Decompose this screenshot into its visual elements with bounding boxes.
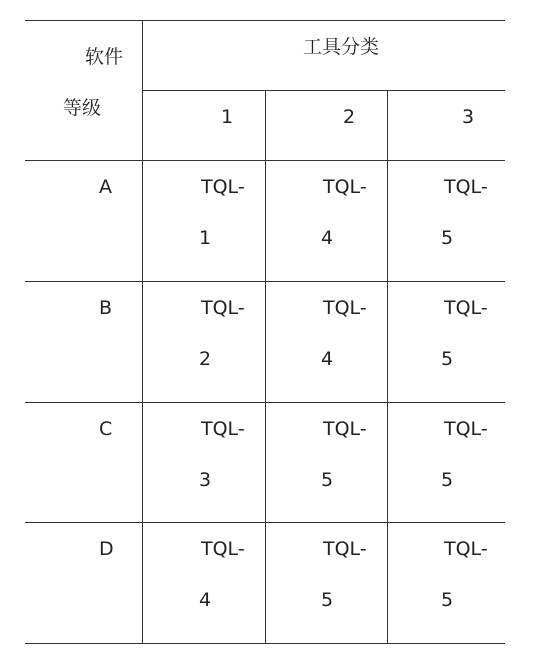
grade-label: A (99, 176, 112, 198)
tool-category-label: 工具分类 (303, 36, 380, 58)
table-cell-level: 5 (321, 469, 334, 491)
column-divider-0 (142, 20, 143, 644)
table-cell-level: 5 (441, 469, 454, 491)
table-cell-prefix: TQL- (201, 538, 245, 560)
table-cell-level: 5 (441, 348, 454, 370)
column-header-1: 1 (221, 106, 234, 128)
table-cell-prefix: TQL- (444, 297, 488, 319)
table-cell-prefix: TQL- (323, 538, 367, 560)
table-cell-level: 4 (321, 227, 334, 249)
column-divider-2 (387, 90, 388, 644)
table-cell-level: 4 (199, 589, 212, 611)
table-cell-prefix: TQL- (444, 418, 488, 440)
grade-label: C (99, 418, 113, 440)
table-cell-prefix: TQL- (323, 176, 367, 198)
table-cell-prefix: TQL- (444, 176, 488, 198)
table-cell-prefix: TQL- (323, 297, 367, 319)
column-divider-1 (265, 90, 266, 644)
table-cell-level: 5 (441, 589, 454, 611)
table-cell-level: 1 (199, 227, 212, 249)
row-header-label-line1: 软件 (85, 46, 124, 68)
table-cell-prefix: TQL- (201, 297, 245, 319)
table-cell-prefix: TQL- (444, 538, 488, 560)
table-cell-level: 4 (321, 348, 334, 370)
table-cell-prefix: TQL- (201, 176, 245, 198)
table-cell-prefix: TQL- (201, 418, 245, 440)
table-cell-level: 5 (321, 589, 334, 611)
column-header-3: 3 (462, 106, 475, 128)
column-header-2: 2 (343, 106, 356, 128)
table-cell-level: 2 (199, 348, 212, 370)
header-group-divider (143, 90, 505, 91)
table-top-border (25, 20, 505, 21)
grade-label: B (99, 297, 113, 319)
grade-label: D (99, 538, 114, 560)
table-cell-level: 5 (441, 227, 454, 249)
table-cell-prefix: TQL- (323, 418, 367, 440)
table-cell-level: 3 (199, 469, 212, 491)
row-header-label-line2: 等级 (63, 97, 102, 119)
